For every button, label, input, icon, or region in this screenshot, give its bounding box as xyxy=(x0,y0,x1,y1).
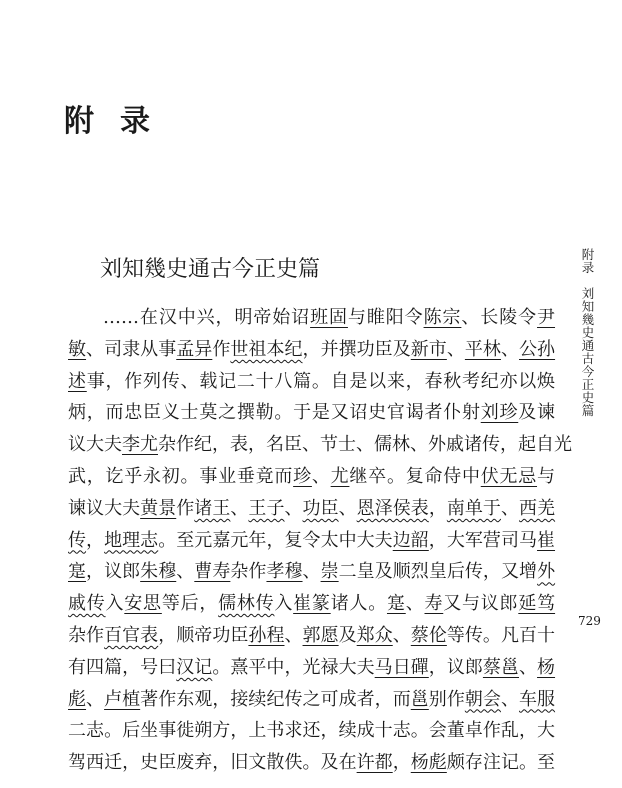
text-run: 与睢阳令 xyxy=(347,307,424,328)
text-run: ，议郎 xyxy=(86,561,141,583)
body-line xyxy=(68,429,572,461)
person-name: 陈宗 xyxy=(423,307,462,328)
person-name: 曹寿 xyxy=(194,561,231,583)
text-run: ， xyxy=(392,752,411,774)
text-run: 炳，而忠臣义士莫之撰勒。于是又诏史官谒者仆射 xyxy=(68,402,481,424)
person-name: 寿 xyxy=(424,593,444,615)
text-run: 、 xyxy=(302,561,321,583)
book-title: 传 xyxy=(68,529,87,551)
body-line xyxy=(68,397,555,429)
person-name: 刘珍 xyxy=(480,402,519,424)
person-name: 许都 xyxy=(356,752,393,774)
person-name: 彪 xyxy=(68,688,87,710)
book-title: 汉记 xyxy=(176,656,213,678)
person-name: 杨彪 xyxy=(410,752,447,774)
person-name: 述 xyxy=(68,370,87,392)
book-title: 戚传 xyxy=(68,593,106,615)
text-run: 、 xyxy=(500,497,520,519)
book-title: 地理志 xyxy=(104,529,159,551)
person-name: 寔 xyxy=(68,561,87,583)
text-run: ，议郎 xyxy=(428,656,483,678)
text-run: 、 xyxy=(176,561,195,583)
person-name: 崔篆 xyxy=(293,593,331,615)
book-title: 南单于 xyxy=(446,497,501,519)
text-run: 又与议郎 xyxy=(443,593,519,615)
person-name: 延笃 xyxy=(518,593,556,615)
text-run: 、 xyxy=(500,338,520,360)
book-title: 外 xyxy=(537,561,556,583)
person-name: 珍 xyxy=(293,465,312,487)
body-line xyxy=(68,715,555,747)
text-run: 与 xyxy=(537,465,556,487)
text-run: 事，作列传、载记二十八篇。自是以来，春秋考纪亦以焕 xyxy=(86,370,556,392)
text-run: 二志。后坐事徙朔方，上书求还，续成十志。会董卓作乱，大 xyxy=(68,720,555,742)
text-run: 及谏 xyxy=(518,402,556,424)
person-name: 蔡邕 xyxy=(482,656,519,678)
text-run: 等后， xyxy=(161,593,219,615)
text-run: 。熹平中，光禄大夫 xyxy=(212,656,375,678)
body-line xyxy=(68,556,555,588)
person-name: 郑众 xyxy=(356,624,393,646)
text-run: 、 xyxy=(446,338,465,360)
text-run: 杂作纪，表，名臣、节士、儒林、外戚诸传，起自光 xyxy=(158,434,572,456)
person-name: 安思 xyxy=(124,593,162,615)
text-run: ， xyxy=(428,497,447,519)
text-run: 等传。凡百十 xyxy=(446,624,556,646)
text-run: 著作东观，接续纪传之可成者，而 xyxy=(140,688,411,710)
text-run: 驾西迁，史臣废弃，旧文散佚。及在 xyxy=(68,752,357,774)
text-run: 、 xyxy=(230,497,249,519)
person-name: 孟异 xyxy=(176,338,213,360)
person-name: 敏 xyxy=(68,338,87,360)
book-title: 西羌 xyxy=(519,497,556,519)
running-head-title: 刘知幾史通古今正史篇 xyxy=(580,287,595,417)
body-line xyxy=(68,302,555,334)
person-name: 孝穆 xyxy=(266,561,303,583)
text-run: 杂作 xyxy=(230,561,267,583)
person-name: 崇 xyxy=(320,561,339,583)
text-run: 作 xyxy=(176,497,195,519)
person-name: 朱穆 xyxy=(140,561,177,583)
text-run: 、 xyxy=(500,688,519,710)
text-run: 、 xyxy=(519,656,538,678)
body-line xyxy=(68,684,555,716)
person-name: 公孙 xyxy=(519,338,556,360)
person-name: 杨 xyxy=(537,656,556,678)
text-run: 入 xyxy=(274,593,294,615)
body-line xyxy=(68,366,555,398)
text-run: 。至元嘉元年，复令太中大夫 xyxy=(158,529,393,551)
body-line xyxy=(68,461,555,493)
text-run: 入 xyxy=(105,593,125,615)
text-run: 、 xyxy=(311,465,331,487)
page-number: 729 xyxy=(578,614,601,628)
book-title: 功臣 xyxy=(302,497,339,519)
text-run: 有四篇，号曰 xyxy=(68,656,177,678)
person-name: 孙程 xyxy=(248,624,285,646)
body-line xyxy=(68,493,555,525)
person-name: 平林 xyxy=(464,338,501,360)
person-name: 伏无忌 xyxy=(480,465,538,487)
text-run: ……在汉中兴，明帝始诏 xyxy=(103,307,311,328)
book-title: 百官表 xyxy=(104,624,159,646)
text-run: 继卒。复命侍中 xyxy=(349,465,481,487)
book-title: 恩泽侯表 xyxy=(356,497,429,519)
text-run: ，顺帝功臣 xyxy=(158,624,249,646)
book-title: 朝会 xyxy=(464,688,501,710)
book-title: 诸王 xyxy=(194,497,231,519)
text-run: 、长陵令 xyxy=(461,307,538,328)
text-run: ，大军营司马 xyxy=(428,529,538,551)
text-run: 、 xyxy=(284,497,303,519)
text-run: 武，讫乎永初。事业垂竟而 xyxy=(68,465,294,487)
book-title: 车服 xyxy=(519,688,556,710)
text-run: 、 xyxy=(86,688,105,710)
book-title: 王子 xyxy=(248,497,285,519)
chapter-title: 附录 xyxy=(64,104,176,139)
person-name: 寔 xyxy=(386,593,406,615)
text-run: 二皇及顺烈皇后传，又增 xyxy=(338,561,538,583)
text-run: ， xyxy=(86,529,105,551)
person-name: 卢植 xyxy=(104,688,141,710)
person-name: 郭愿 xyxy=(302,624,339,646)
text-run: 、 xyxy=(392,624,411,646)
person-name: 班固 xyxy=(310,307,348,328)
text-run: 、 xyxy=(284,624,303,646)
person-name: 黄景 xyxy=(140,497,177,519)
body-line xyxy=(68,620,555,652)
body-line xyxy=(68,525,555,557)
person-name: 边韶 xyxy=(392,529,429,551)
text-run: 、 xyxy=(405,593,425,615)
person-name: 新市 xyxy=(410,338,447,360)
text-run: 诸人。 xyxy=(330,593,387,615)
body-line xyxy=(68,747,555,779)
person-name: 邕 xyxy=(410,688,429,710)
person-name: 尹 xyxy=(537,307,556,328)
running-head-part: 附录 xyxy=(580,248,595,274)
text-run: 别作 xyxy=(428,688,465,710)
book-title: 世祖本纪 xyxy=(230,338,303,360)
person-name: 马日磾 xyxy=(374,656,429,678)
person-name: 李尤 xyxy=(122,434,158,456)
text-run: 及 xyxy=(338,624,357,646)
body-line xyxy=(68,334,555,366)
person-name: 崔 xyxy=(537,529,556,551)
text-run: 、 xyxy=(338,497,357,519)
body-line xyxy=(68,652,555,684)
body-text xyxy=(68,302,572,779)
text-run: 作 xyxy=(212,338,231,360)
text-run: ，并撰功臣及 xyxy=(302,338,411,360)
book-title: 儒林传 xyxy=(218,593,275,615)
person-name: 蔡伦 xyxy=(410,624,447,646)
section-heading: 刘知幾史通古今正史篇 xyxy=(100,257,321,282)
text-run: 颇存注记。至 xyxy=(446,752,556,774)
text-run: 杂作 xyxy=(68,624,105,646)
text-run: 议大夫 xyxy=(68,434,122,456)
body-line xyxy=(68,588,555,620)
person-name: 尤 xyxy=(330,465,350,487)
text-run: 、司隶从事 xyxy=(86,338,177,360)
text-run: 谏议大夫 xyxy=(68,497,141,519)
